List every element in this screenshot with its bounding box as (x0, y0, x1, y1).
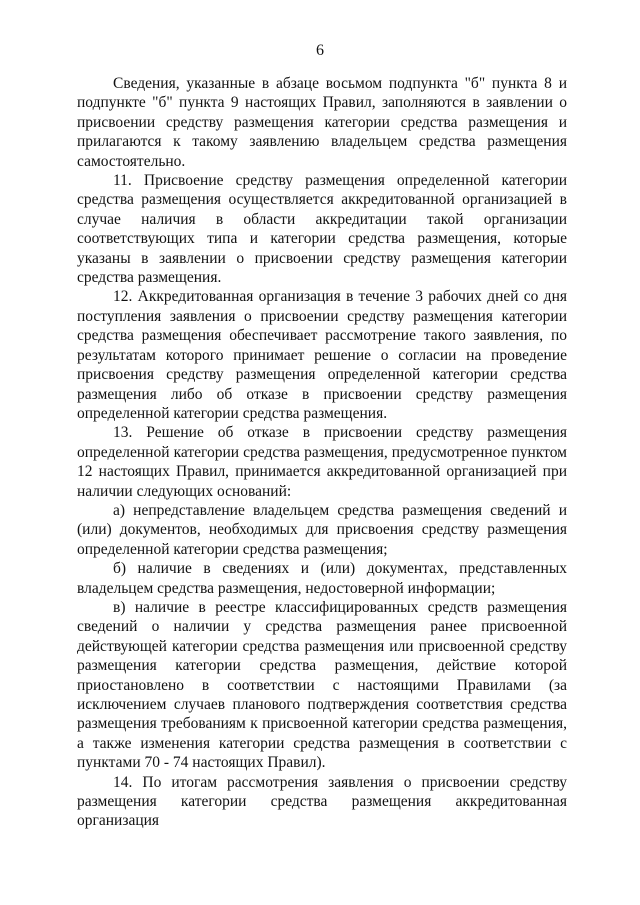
paragraph-12: 12. Аккредитованная организация в течение 3 рабочих дней со дня поступления заявления о присвоении средству размещения категории средства размещения обеспечивает рассмотрение такого заявления, по результатам которого принимает решение о согласии на проведение присвоения средству размещения определенной категории средства размещения либо об отказе в присвоении средству размещения определенной категории средства размещения. (77, 288, 567, 422)
paragraph-13-v: в) наличие в реестре классифицированных средств размещения сведений о наличии у средства размещения ранее присвоенной действующей категории средства размещения или присвоенной средству размещения категории средства размещения, действие которой приостановлено в соответствии с настоящими Правилами (за исключением случаев планового подтверждения соответствия средства размещения требованиям к присвоенной категории средства размещения, а также изменения категории средства размещения в соответствии с пунктами 70 - 74 настоящих Правил). (77, 598, 567, 772)
page-number: 6 (316, 42, 324, 59)
paragraph-13: 13. Решение об отказе в присвоении средству размещения определенной категории средства размещения, предусмотренное пунктом 12 настоящих Правил, принимается аккредитованной организацией при наличии следующих оснований: (77, 424, 567, 500)
document-body (77, 74, 567, 831)
paragraph-intro-note: Сведения, указанные в абзаце восьмом подпункта "б" пункта 8 и подпункте "б" пункта 9 настоящих Правил, заполняются в заявлении о присвоении средству размещения категории средства размещения и прилагаются к такому заявлению владельцем средства размещения самостоятельно. (77, 75, 567, 170)
paragraph-13-b: б) наличие в сведениях и (или) документах, представленных владельцем средства размещения, недостоверной информации; (77, 560, 567, 597)
paragraph-13-a: а) непредставление владельцем средства размещения сведений и (или) документов, необходимых для присвоения средству размещения определенной категории средства размещения; (77, 501, 567, 558)
paragraph-14: 14. По итогам рассмотрения заявления о присвоении средству размещения категории средства размещения аккредитованная организация (77, 773, 567, 830)
paragraph-11: 11. Присвоение средству размещения определенной категории средства размещения осуществляется аккредитованной организацией в случае наличия в области аккредитации такой организации соответствующих типа и категории средства размещения, которые указаны в заявлении о присвоении средству размещения категории средства размещения. (77, 172, 567, 287)
